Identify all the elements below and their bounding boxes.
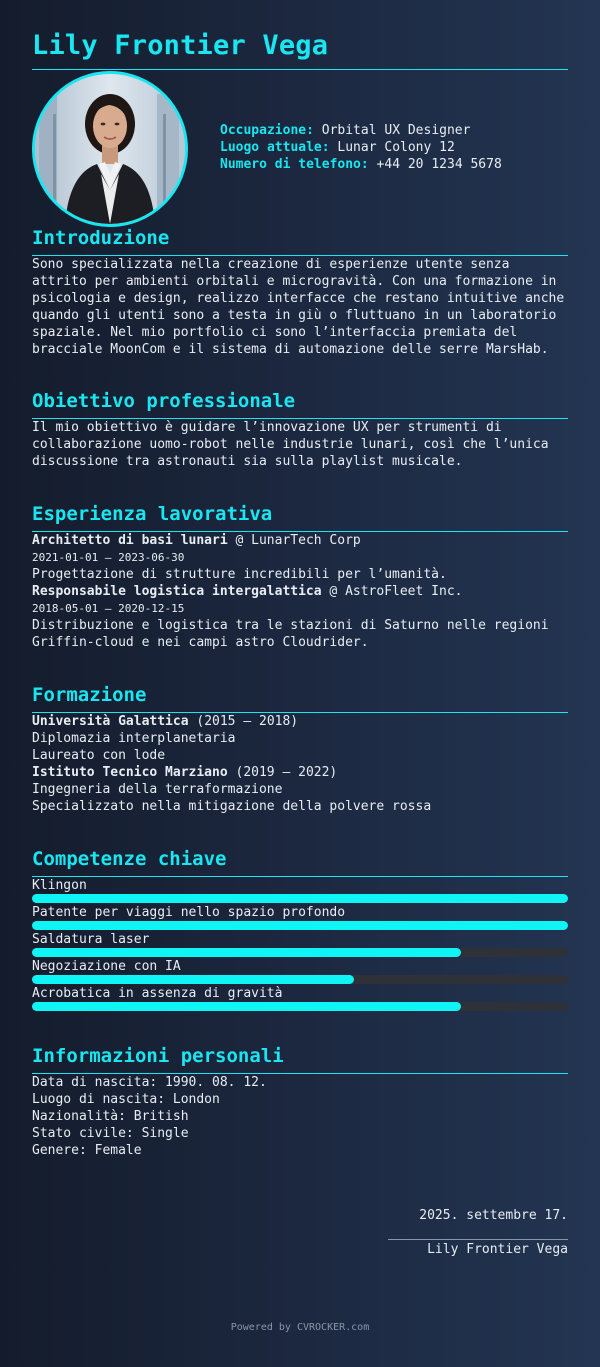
- job-description: Progettazione di strutture incredibili per l’umanità.: [32, 567, 447, 582]
- job-heading: [32, 532, 572, 549]
- signature-date: 2025. settembre 17.: [419, 1208, 568, 1223]
- school-name: Istituto Tecnico Marziano: [32, 765, 228, 780]
- skill-bar-fill: [32, 921, 568, 930]
- skill-bar: [32, 1002, 568, 1011]
- phone-row: [220, 156, 502, 173]
- skill-label: Patente per viaggi nello spazio profondo: [32, 905, 346, 920]
- skill-bar-fill: [32, 948, 461, 957]
- phone-label: Numero di telefono:: [220, 157, 369, 172]
- birth-date: Data di nascita: 1990. 08. 12.: [32, 1075, 267, 1090]
- location-value: Lunar Colony 12: [337, 140, 455, 155]
- job-role: Responsabile logistica intergalattica: [32, 584, 322, 599]
- occupation-value: Orbital UX Designer: [321, 123, 471, 138]
- intro-line: Sono specializzata nella creazione di esperienze utente senza: [32, 257, 510, 272]
- phone-value[interactable]: +44 20 1234 5678: [376, 157, 502, 172]
- school-years: (2019 – 2022): [227, 765, 338, 780]
- powered-by-link[interactable]: Powered by CVROCKER.com: [230, 1322, 370, 1333]
- skills-title: Competenze chiave: [32, 848, 227, 870]
- personal-info: [32, 1074, 572, 1159]
- school-detail: Specializzato nella mitigazione della polvere rossa: [32, 799, 432, 814]
- experience-list: [32, 532, 572, 651]
- profile-photo: [32, 71, 188, 227]
- objective-title: Obiettivo professionale: [32, 390, 296, 412]
- occupation-row: [220, 122, 502, 139]
- skill-bar-fill: [32, 1002, 461, 1011]
- job-heading: [32, 583, 572, 600]
- location-row: [220, 139, 502, 156]
- location-label: Luogo attuale:: [220, 140, 330, 155]
- job-company: @ LunarTech Corp: [227, 533, 361, 548]
- skill-bar: [32, 948, 568, 957]
- skills-divider: [32, 876, 568, 877]
- objective-text: [32, 419, 572, 470]
- intro-line: psicologia e design, realizzo interfacce che restano intuitive anche: [32, 291, 565, 306]
- skill-label: Acrobatica in assenza di gravità: [32, 986, 283, 1001]
- education-list: [32, 713, 572, 815]
- job-description: Griffin-cloud e nei campi astro Cloudrider.: [32, 635, 369, 650]
- skill-bar: [32, 894, 568, 903]
- contact-info: [220, 122, 502, 173]
- skill-label: Negoziazione con IA: [32, 959, 181, 974]
- signature-name: Lily Frontier Vega: [427, 1242, 568, 1257]
- intro-title: Introduzione: [32, 227, 170, 249]
- skill-label: Klingon: [32, 878, 87, 893]
- nationality: Nazionalità: British: [32, 1109, 189, 1124]
- job-dates: 2021-01-01 – 2023-06-30: [32, 551, 185, 564]
- intro-line: spaziale. Nel mio portfolio ci sono l’interfaccia premiata del: [32, 325, 518, 340]
- job-role: Architetto di basi lunari: [32, 533, 228, 548]
- school-detail: Laureato con lode: [32, 748, 166, 763]
- intro-line: attrito per ambienti orbitali e microgravità. Con una formazione in: [32, 274, 557, 289]
- objective-line: Il mio obiettivo è guidare l’innovazione UX per strumenti di: [32, 420, 502, 435]
- header-divider: [32, 69, 568, 70]
- skill-bar: [32, 975, 568, 984]
- intro-text: [32, 256, 572, 358]
- intro-line: bracciale MoonCom e il sistema di automazione delle serre MarsHab.: [32, 342, 549, 357]
- skill-bar-fill: [32, 894, 568, 903]
- personal-title: Informazioni personali: [32, 1045, 284, 1067]
- portrait-image: [35, 74, 185, 224]
- school-name: Università Galattica: [32, 714, 189, 729]
- gender: Genere: Female: [32, 1143, 142, 1158]
- objective-line: discussione tra astronauti sia sulla playlist musicale.: [32, 454, 463, 469]
- school-heading: [32, 764, 572, 781]
- occupation-label: Occupazione:: [220, 123, 314, 138]
- job-company: @ AstroFleet Inc.: [321, 584, 463, 599]
- signature-line: [388, 1239, 568, 1240]
- school-detail: Diplomazia interplanetaria: [32, 731, 236, 746]
- skill-bar-fill: [32, 975, 354, 984]
- school-heading: [32, 713, 572, 730]
- intro-line: quando gli utenti sono a testa in giù o fluttuano in un laboratorio: [32, 308, 557, 323]
- job-description: Distribuzione e logistica tra le stazioni di Saturno nelle regioni: [32, 618, 549, 633]
- education-title: Formazione: [32, 684, 147, 706]
- skill-bar: [32, 921, 568, 930]
- candidate-name: Lily Frontier Vega: [32, 30, 329, 61]
- skill-label: Saldatura laser: [32, 932, 150, 947]
- experience-title: Esperienza lavorativa: [32, 503, 273, 525]
- objective-line: collaborazione uomo-robot nelle industrie lunari, così che l’unica: [32, 437, 549, 452]
- marital-status: Stato civile: Single: [32, 1126, 189, 1141]
- job-dates: 2018-05-01 – 2020-12-15: [32, 602, 185, 615]
- school-detail: Ingegneria della terraformazione: [32, 782, 283, 797]
- birth-place: Luogo di nascita: London: [32, 1092, 220, 1107]
- school-years: (2015 – 2018): [188, 714, 299, 729]
